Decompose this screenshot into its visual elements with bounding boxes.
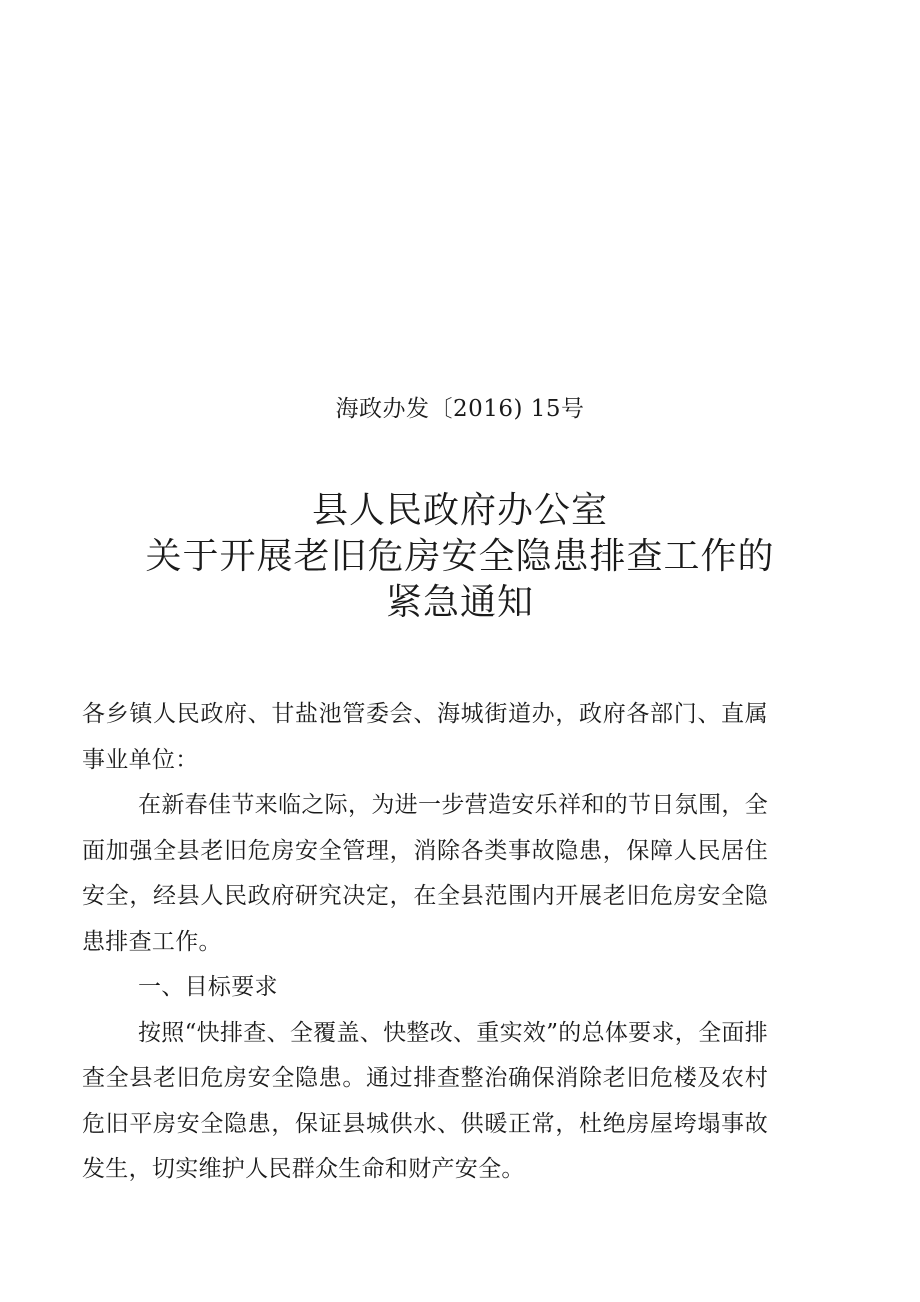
section-paragraph-goals: 按照“快排查、全覆盖、快整改、重实效”的总体要求，全面排查全县老旧危房安全隐患。通过排查整治确保消除老旧危楼及农村危旧平房安全隐患，保证县城供水、供暖正常，杜绝房屋垮塌事故发生，切实维护人民群众生命和财产安全。 (82, 1019, 768, 1182)
title-line-subject: 关于开展老旧危房安全隐患排查工作的 (145, 536, 775, 577)
document-title (0, 488, 920, 626)
section-heading-goals: 一、目标要求 (138, 974, 278, 1000)
recipients-paragraph: 各乡镇人民政府、甘盐池管委会、海城街道办，政府各部门、直属事业单位： (82, 701, 768, 773)
intro-paragraph: 在新春佳节来临之际，为进一步营造安乐祥和的节日氛围，全面加强全县老旧危房安全管理，消除各类事故隐患，保障人民居住安全，经县人民政府研究决定，在全县范围内开展老旧危房安全隐患排查工作。 (82, 792, 768, 955)
document-body (82, 692, 768, 1193)
title-line-issuer: 县人民政府办公室 (311, 490, 608, 531)
document-number: 海政办发〔2016) 15号 (335, 396, 585, 422)
title-line-type: 紧急通知 (385, 582, 534, 623)
